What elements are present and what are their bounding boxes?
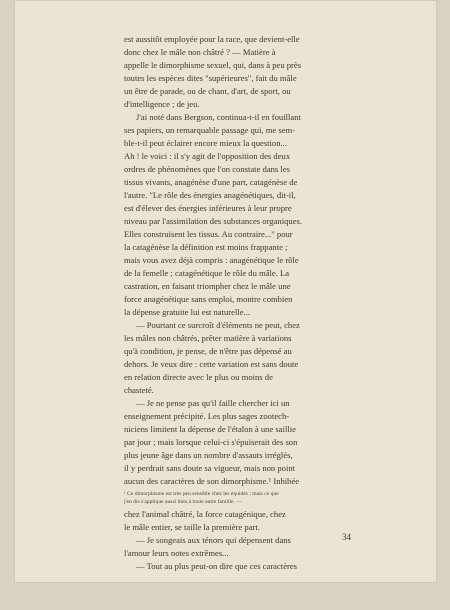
text-line: toutes les espèces dites "supérieures", fait du mâle (124, 73, 297, 83)
page-number: 34 (342, 532, 351, 542)
text-line: la dépense gratuite lui est naturelle... (124, 307, 250, 317)
text-line: chasteté. (124, 385, 154, 395)
text-line: Elles construisent les tissus. Au contraire..." pour (124, 229, 293, 239)
text-line: est d'élever des énergies inférieures à leur propre (124, 203, 292, 213)
text-line: ordres de phénomènes que l'on constate dans les (124, 164, 290, 174)
text-line: — Je songeais aux ténors qui dépensent dans (136, 535, 291, 545)
text-line: un être de parade, ou de chant, d'art, de sport, ou (124, 86, 291, 96)
text-line: appelle le dimorphisme sexuel, qui, dans à peu près (124, 60, 302, 70)
text-line: — Pourtant ce surcroît d'éléments ne peut, chez (136, 320, 300, 330)
text-line: l'amour leurs notes extrêmes... (124, 548, 229, 558)
text-line: dehors. Je veux dire : cette variation est sans doute (124, 359, 299, 369)
text-line: d'intelligence ; de jeu. (124, 99, 200, 109)
book-page (14, 0, 437, 583)
text-line: chez l'animal châtré, la force catagénique, chez (124, 509, 286, 519)
text-line: les mâles non châtrés, prêter matière à variations (124, 333, 292, 343)
text-line: Ah ! le voici : il s'y agit de l'opposition des deux (124, 151, 291, 161)
text-line: qu'à condition, je pense, de n'être pas dépensé au (124, 346, 292, 356)
text-line: tissus vivants, anagénèse d'une part, catagénèse de (124, 177, 298, 187)
text-line: en relation directe avec le plus ou moins de (124, 372, 273, 382)
text-line: par jour ; mais lorsque celui-ci s'épuiserait des son (124, 437, 298, 447)
text-line: il y perdrait sans doute sa vigueur, mais non point (124, 463, 296, 473)
text-line: ses papiers, un remarquable passage qui, me sem- (124, 125, 296, 135)
text-line: est aussitôt employée pour la race, que devient-elle (124, 34, 300, 44)
text-line: castration, en faisant triompher chez le mâle une (124, 281, 291, 291)
text-line: — Je ne pense pas qu'il faille chercher ici un (136, 398, 290, 408)
footnote-line: j'en dis s'applique aussi bien à toute autre famille. — (124, 498, 242, 505)
text-line: ble-t-il peut éclairer encore mieux la question... (124, 138, 287, 148)
text-line: mais vous avez déjà compris : anagénétique le rôle (124, 255, 299, 265)
text-line: niciens limitent la dépense de l'étalon à une saillie (124, 424, 296, 434)
footnote (124, 491, 356, 506)
text-line: le mâle entier, se taille la première part. (124, 522, 260, 532)
footnote-line: ¹ Ce dimorphisme est très peu sensible chez les équidés ; mais ce que (124, 491, 279, 497)
text-line: enseignement précipité. Les plus sages zootech- (124, 411, 290, 421)
text-line: donc chez le mâle non châtré ? — Matière à (124, 47, 276, 57)
text-line: de la femelle ; catagénétique le rôle du mâle. La (124, 268, 290, 278)
body-text (124, 33, 356, 573)
text-line: J'ai noté dans Bergson, continua-t-il en fouillant (136, 112, 301, 122)
text-line: l'autre. "Le rôle des énergies anagénétiques, dit-il, (124, 190, 296, 200)
text-line: plus jeune âge dans un nombre d'assauts irréglés, (124, 450, 293, 460)
text-line: force anagénétique sans emploi, montre combien (124, 294, 293, 304)
text-line: la catagénèse la définition est moins frappante ; (124, 242, 288, 252)
text-line: niveau par l'assimilation des substances organiques. (124, 216, 303, 226)
text-line: — Tout au plus peut-on dire que ces caractères (136, 561, 298, 571)
text-line: aucun des caractères de son dimorphisme.¹ Inhibée (124, 476, 300, 486)
